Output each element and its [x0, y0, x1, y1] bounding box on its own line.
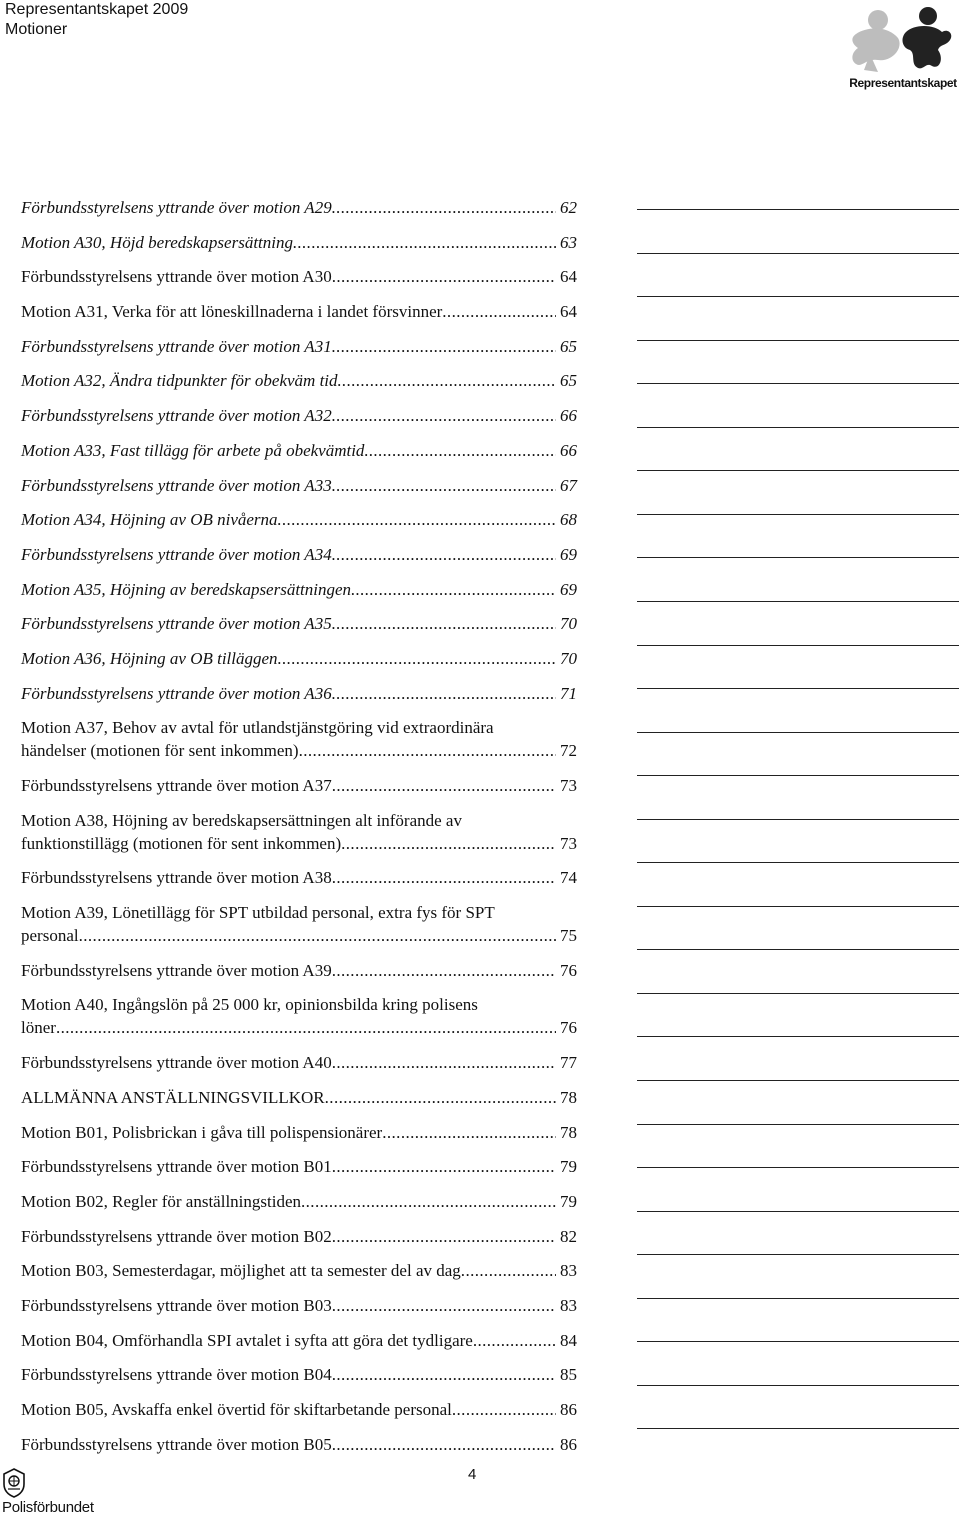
dot-leader — [332, 1225, 556, 1248]
toc-entry-line — [21, 196, 577, 219]
toc-entry-page: 77 — [560, 1053, 577, 1073]
dot-leader — [332, 543, 556, 566]
toc-entry[interactable] — [21, 300, 577, 323]
toc-entry[interactable] — [21, 196, 577, 219]
toc-entry-title: Motion A32, Ändra tidpunkter för obekväm tid — [21, 371, 338, 391]
toc-entry-title: Förbundsstyrelsens yttrande över motion A34 — [21, 544, 332, 564]
toc-entry-line — [21, 1086, 577, 1109]
toc-entry-line — [21, 832, 577, 855]
toc-entry-title: Förbundsstyrelsens yttrande över motion B02 — [21, 1226, 332, 1246]
toc-entry-title: Förbundsstyrelsens yttrande över motion A36 — [21, 683, 332, 703]
dot-leader — [351, 578, 556, 601]
toc-entry-page: 75 — [560, 926, 577, 946]
toc-entry-line — [21, 1016, 577, 1039]
notes-line — [637, 1254, 959, 1255]
toc-entry-title: händelser (motionen för sent inkommen) — [21, 741, 299, 761]
toc-entry-page: 65 — [560, 336, 577, 356]
table-of-contents — [21, 196, 577, 1467]
toc-entry-line — [21, 1398, 577, 1421]
toc-entry-page: 72 — [560, 741, 577, 761]
toc-entry[interactable] — [21, 335, 577, 358]
toc-entry[interactable] — [21, 1363, 577, 1386]
toc-entry[interactable] — [21, 1433, 577, 1456]
notes-line — [637, 1385, 959, 1386]
toc-entry-line — [21, 231, 577, 254]
notes-line — [637, 383, 959, 384]
toc-entry-title: Förbundsstyrelsens yttrande över motion A39 — [21, 960, 332, 980]
toc-entry-line — [21, 924, 577, 947]
toc-entry-title: Motion A35, Höjning av beredskapsersättningen — [21, 579, 352, 599]
toc-entry[interactable] — [21, 1155, 577, 1178]
toc-entry-line — [21, 739, 577, 762]
dot-leader — [56, 1016, 556, 1039]
toc-entry[interactable] — [21, 682, 577, 705]
toc-entry[interactable] — [21, 959, 577, 982]
toc-entry-title: Förbundsstyrelsens yttrande över motion A32 — [21, 406, 332, 426]
polisforbundet-logo-text: Polisförbundet — [2, 1499, 94, 1516]
dot-leader — [332, 196, 556, 219]
toc-entry-line — [21, 1329, 577, 1352]
toc-entry-title: Förbundsstyrelsens yttrande över motion A33 — [21, 475, 332, 495]
dot-leader — [278, 508, 556, 531]
toc-entry-line — [21, 1433, 577, 1456]
toc-entry-page: 73 — [560, 833, 577, 853]
toc-entry-line — [21, 543, 577, 566]
toc-entry[interactable] — [21, 231, 577, 254]
toc-entry[interactable] — [21, 647, 577, 670]
toc-entry-title: funktionstillägg (motionen för sent inkommen) — [21, 833, 342, 853]
notes-line — [637, 209, 959, 210]
notes-line — [637, 906, 959, 907]
toc-entry-title: Förbundsstyrelsens yttrande över motion B03 — [21, 1295, 332, 1315]
toc-entry-title: Förbundsstyrelsens yttrande över motion A30 — [21, 267, 332, 287]
toc-entry[interactable] — [21, 1121, 577, 1144]
toc-entry[interactable] — [21, 901, 577, 947]
toc-entry-line — [21, 774, 577, 797]
toc-entry-title-line: Motion A38, Höjning av beredskapsersättningen alt införande av — [21, 810, 462, 830]
toc-entry-page: 86 — [560, 1400, 577, 1419]
toc-entry[interactable] — [21, 809, 577, 855]
polisforbundet-emblem-icon — [2, 1468, 26, 1498]
dot-leader — [332, 474, 556, 497]
toc-entry-line — [21, 404, 577, 427]
notes-line — [637, 819, 959, 820]
notes-line — [637, 470, 959, 471]
notes-line — [637, 1167, 959, 1168]
toc-entry-page: 74 — [560, 868, 577, 888]
dot-leader — [332, 404, 556, 427]
toc-entry-page: 69 — [560, 579, 577, 599]
notes-line — [637, 1428, 959, 1429]
toc-entry-page: 64 — [560, 267, 577, 287]
toc-entry-page: 64 — [560, 302, 577, 322]
dot-leader — [332, 959, 556, 982]
toc-entry[interactable] — [21, 1086, 577, 1109]
toc-entry-page: 86 — [560, 1434, 577, 1454]
toc-entry[interactable] — [21, 439, 577, 462]
toc-entry[interactable] — [21, 774, 577, 797]
dot-leader — [332, 335, 556, 358]
dot-leader — [461, 1259, 556, 1282]
toc-entry-page: 69 — [560, 544, 577, 564]
toc-entry-page: 66 — [560, 406, 577, 426]
toc-entry-page: 71 — [560, 683, 577, 703]
notes-line — [637, 645, 959, 646]
notes-line — [637, 427, 959, 428]
toc-entry-line — [21, 647, 577, 670]
toc-entry-title: Motion B01, Polisbrickan i gåva till polispensionärer — [21, 1122, 383, 1142]
dot-leader — [79, 924, 556, 947]
toc-entry-title-line: Motion A37, Behov av avtal för utlandstjänstgöring vid extraordinära — [21, 718, 494, 738]
toc-entry[interactable] — [21, 716, 577, 762]
toc-entry[interactable] — [21, 265, 577, 288]
toc-entry[interactable] — [21, 1225, 577, 1248]
dot-leader — [278, 647, 556, 670]
dot-leader — [299, 739, 556, 762]
toc-entry-line — [21, 959, 577, 982]
toc-entry-page: 66 — [560, 440, 577, 460]
toc-entry-title: Motion A36, Höjning av OB tilläggen — [21, 648, 278, 668]
notes-line — [637, 253, 959, 254]
notes-line — [637, 688, 959, 689]
toc-entry-title: Förbundsstyrelsens yttrande över motion A38 — [21, 868, 332, 888]
representantskapet-logo-text: Representantskapet — [849, 76, 957, 90]
notes-line — [637, 1080, 959, 1081]
toc-entry-page: 83 — [560, 1261, 577, 1281]
toc-entry-line — [21, 1051, 577, 1074]
dot-leader — [364, 439, 556, 462]
toc-entry-line — [21, 578, 577, 601]
dot-leader — [332, 1155, 556, 1178]
toc-entry-line — [21, 1155, 577, 1178]
dot-leader — [332, 265, 556, 288]
toc-entry-title: Förbundsstyrelsens yttrande över motion B04 — [21, 1365, 332, 1385]
toc-entry-page: 70 — [560, 648, 577, 668]
dot-leader — [442, 300, 556, 323]
toc-entry-title: Motion B05, Avskaffa enkel övertid för skiftarbetande personal — [21, 1400, 452, 1419]
toc-entry-title: Förbundsstyrelsens yttrande över motion A35 — [21, 614, 332, 634]
toc-entry-page: 76 — [560, 960, 577, 980]
toc-entry-page: 85 — [560, 1365, 577, 1385]
toc-entry-title: Förbundsstyrelsens yttrande över motion A29 — [21, 198, 332, 217]
dot-leader — [473, 1329, 556, 1352]
toc-entry-line — [21, 300, 577, 323]
dot-leader — [382, 1121, 556, 1144]
toc-entry-page: 62 — [560, 198, 577, 217]
toc-entry-line — [21, 1121, 577, 1144]
toc-entry-title: Förbundsstyrelsens yttrande över motion A31 — [21, 336, 332, 356]
toc-entry-title: personal — [21, 926, 79, 946]
dot-leader — [293, 231, 556, 254]
dot-leader — [341, 832, 556, 855]
toc-entry-page: 63 — [560, 232, 577, 252]
toc-entry[interactable] — [21, 1398, 577, 1421]
toc-entry-page: 83 — [560, 1295, 577, 1315]
dot-leader — [332, 1363, 556, 1386]
toc-entry-page: 84 — [560, 1330, 577, 1350]
dot-leader — [332, 774, 556, 797]
toc-entry-page: 78 — [560, 1087, 577, 1107]
notes-line — [637, 862, 959, 863]
toc-entry-line — [21, 1294, 577, 1317]
toc-entry-title: Motion A34, Höjning av OB nivåerna — [21, 510, 278, 530]
toc-entry[interactable] — [21, 866, 577, 889]
notes-line — [637, 1211, 959, 1212]
toc-entry[interactable] — [21, 404, 577, 427]
toc-entry-title-line: Motion A40, Ingångslön på 25 000 kr, opinionsbilda kring polisens — [21, 995, 478, 1015]
toc-entry-page: 65 — [560, 371, 577, 391]
toc-entry-line — [21, 508, 577, 531]
toc-entry-title: Motion A33, Fast tillägg för arbete på obekvämtid — [21, 440, 365, 460]
toc-entry[interactable] — [21, 578, 577, 601]
toc-entry-page: 67 — [560, 475, 577, 495]
toc-entry[interactable] — [21, 612, 577, 635]
notes-line — [637, 340, 959, 341]
dot-leader — [332, 1051, 556, 1074]
dot-leader — [332, 1433, 556, 1456]
notes-line — [637, 1341, 959, 1342]
toc-entry-page: 79 — [560, 1157, 577, 1177]
toc-entry[interactable] — [21, 369, 577, 392]
toc-entry-line — [21, 439, 577, 462]
toc-entry-page: 78 — [560, 1122, 577, 1142]
dot-leader — [338, 369, 556, 392]
toc-entry[interactable] — [21, 1190, 577, 1213]
notes-line — [637, 601, 959, 602]
toc-entry-title: Motion A30, Höjd beredskapsersättning — [21, 232, 293, 252]
toc-entry-line — [21, 1363, 577, 1386]
toc-entry[interactable] — [21, 1294, 577, 1317]
notes-line — [637, 993, 959, 994]
toc-entry-title: Motion B04, Omförhandla SPI avtalet i syfta att göra det tydligare — [21, 1330, 473, 1350]
toc-entry-title: Förbundsstyrelsens yttrande över motion A37 — [21, 776, 332, 795]
notes-line — [637, 775, 959, 776]
toc-entry-page: 82 — [560, 1226, 577, 1246]
toc-entry[interactable] — [21, 474, 577, 497]
toc-entry-line — [21, 612, 577, 635]
dot-leader — [332, 682, 556, 705]
toc-entry[interactable] — [21, 508, 577, 531]
dot-leader — [325, 1086, 556, 1109]
toc-entry-page: 68 — [560, 510, 577, 530]
toc-entry[interactable] — [21, 1329, 577, 1352]
toc-entry-title: Motion A31, Verka för att löneskillnaderna i landet försvinner — [21, 302, 443, 322]
toc-entry-line — [21, 1225, 577, 1248]
toc-entry-line — [21, 335, 577, 358]
notes-line — [637, 557, 959, 558]
toc-entry-title: Förbundsstyrelsens yttrande över motion B01 — [21, 1157, 332, 1177]
dot-leader — [332, 866, 556, 889]
toc-entry-line — [21, 866, 577, 889]
toc-entry-line — [21, 1190, 577, 1213]
header-subtitle: Motioner — [5, 21, 68, 38]
page-number: 4 — [468, 1466, 477, 1483]
page-header — [5, 0, 188, 40]
toc-entry-line — [21, 682, 577, 705]
toc-entry-page: 79 — [560, 1191, 577, 1211]
toc-entry-title: Förbundsstyrelsens yttrande över motion B05 — [21, 1434, 332, 1454]
toc-entry-title: löner — [21, 1018, 56, 1038]
toc-entry-page: 76 — [560, 1018, 577, 1038]
header-title: Representantskapet 2009 — [5, 1, 189, 18]
notes-line — [637, 1036, 959, 1037]
toc-entry-page: 73 — [560, 776, 577, 795]
toc-entry-line — [21, 369, 577, 392]
toc-entry-line — [21, 474, 577, 497]
notes-line — [637, 1124, 959, 1125]
dot-leader — [332, 612, 556, 635]
toc-entry[interactable] — [21, 1259, 577, 1282]
notes-line — [637, 514, 959, 515]
toc-entry-title-line: Motion A39, Lönetillägg för SPT utbildad personal, extra fys för SPT — [21, 903, 495, 923]
dot-leader — [452, 1398, 556, 1421]
notes-line — [637, 296, 959, 297]
notes-line — [637, 732, 959, 733]
toc-entry-page: 70 — [560, 614, 577, 634]
toc-entry-title: ALLMÄNNA ANSTÄLLNINGSVILLKOR — [21, 1087, 325, 1107]
dot-leader — [301, 1190, 556, 1213]
toc-entry[interactable] — [21, 993, 577, 1039]
dot-leader — [332, 1294, 556, 1317]
notes-line — [637, 949, 959, 950]
toc-entry-title: Förbundsstyrelsens yttrande över motion A40 — [21, 1053, 332, 1073]
toc-entry[interactable] — [21, 1051, 577, 1074]
notes-line — [637, 1298, 959, 1299]
toc-entry-line — [21, 265, 577, 288]
toc-entry-title: Motion B02, Regler för anställningstiden — [21, 1191, 301, 1211]
toc-entry[interactable] — [21, 543, 577, 566]
toc-entry-line — [21, 1259, 577, 1282]
toc-entry-title: Motion B03, Semesterdagar, möjlighet att ta semester del av dag — [21, 1261, 461, 1281]
